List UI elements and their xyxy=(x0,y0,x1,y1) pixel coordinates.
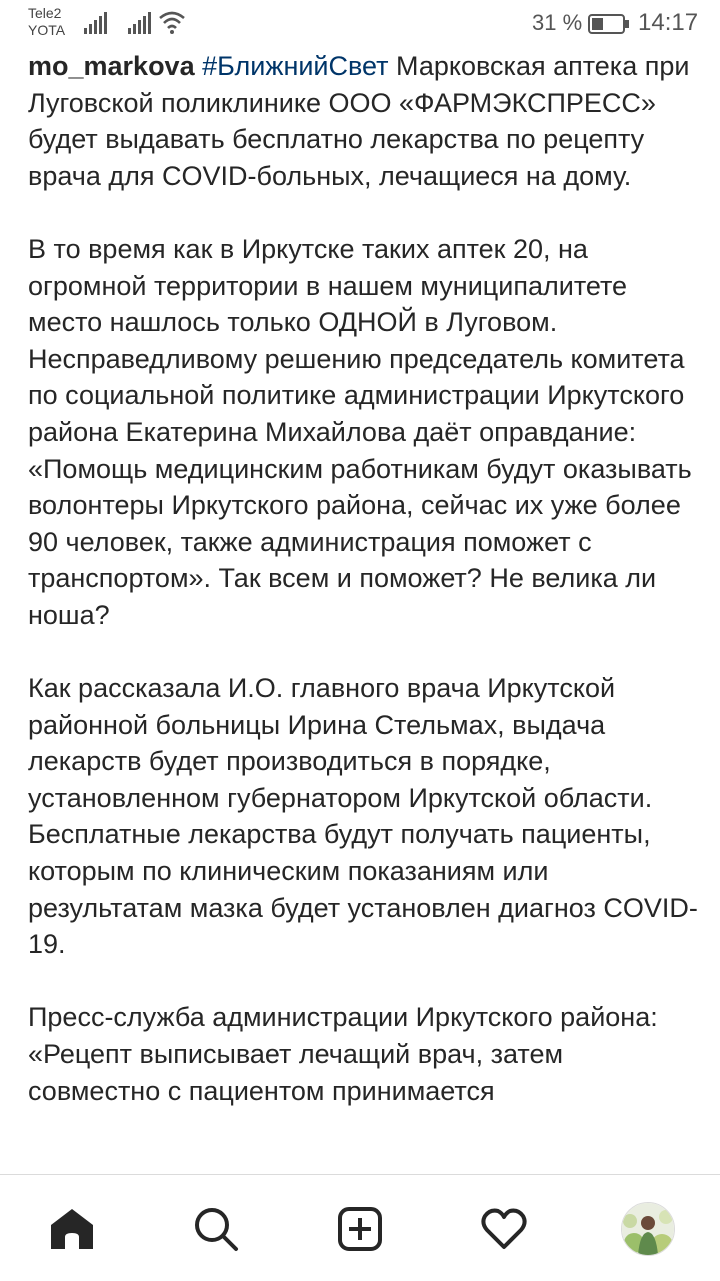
search-icon xyxy=(193,1206,239,1252)
heart-icon xyxy=(480,1207,528,1251)
caption-paragraph-1 xyxy=(28,48,700,194)
nav-profile-button[interactable] xyxy=(620,1201,676,1257)
bottom-navigation xyxy=(0,1174,720,1281)
caption-paragraph-2: В то время как в Иркутске таких аптек 20, на огромной территории в нашем муниципалитете место нашлось только ОДНОЙ в Луговом. Несправедливому решению председатель комитета по социальной политике администрации Иркутского района Екатерина Михайлова даёт оправдание: «Помощь медицинским работникам будут оказывать волонтеры Иркутского района, сейчас их уже более 90 человек, также администрация поможет с транспортом». Так всем и поможет? Не велика ли ноша? xyxy=(28,233,692,630)
caption-paragraph-3: Как рассказала И.О. главного врача Иркутской районной больницы Ирина Стельмах, выдача лекарств будет производиться в порядке, установленном губернатором Иркутской области. Бесплатные лекарства будут получать пациенты, которым по клиническим показаниям или результатам мазка будет установлен диагноз COVID-19. xyxy=(28,673,698,960)
carrier-line1: Tele2 xyxy=(28,5,62,21)
profile-avatar xyxy=(621,1202,675,1256)
nav-search-button[interactable] xyxy=(188,1201,244,1257)
home-icon xyxy=(49,1207,95,1251)
nav-home-button[interactable] xyxy=(44,1201,100,1257)
signal-icon xyxy=(84,12,110,34)
carrier-line2: YOTA xyxy=(28,22,66,38)
nav-activity-button[interactable] xyxy=(476,1201,532,1257)
post-hashtag[interactable]: #БлижнийСвет xyxy=(202,51,389,81)
battery-icon xyxy=(588,14,630,34)
add-post-icon xyxy=(337,1206,383,1252)
status-bar xyxy=(0,0,720,48)
post-username[interactable]: mo_markova xyxy=(28,51,195,81)
battery-percent: 31 % xyxy=(532,10,583,35)
nav-new-post-button[interactable] xyxy=(332,1201,388,1257)
caption-text-1: Марковская аптека при Луговской поликлинике ООО «ФАРМЭКСПРЕСС» будет выдавать бесплатно лекарства по рецепту врача для COVID-больных, лечащиеся на дому. xyxy=(28,51,690,191)
clock: 14:17 xyxy=(638,9,699,36)
post-caption xyxy=(28,48,700,1174)
signal-icon xyxy=(128,12,154,34)
carrier-name xyxy=(28,5,65,39)
wifi-icon xyxy=(158,10,186,34)
caption-paragraph-4: Пресс-служба администрации Иркутского района: «Рецепт выписывает лечащий врач, затем совместно с пациентом принимается xyxy=(28,1002,658,1106)
